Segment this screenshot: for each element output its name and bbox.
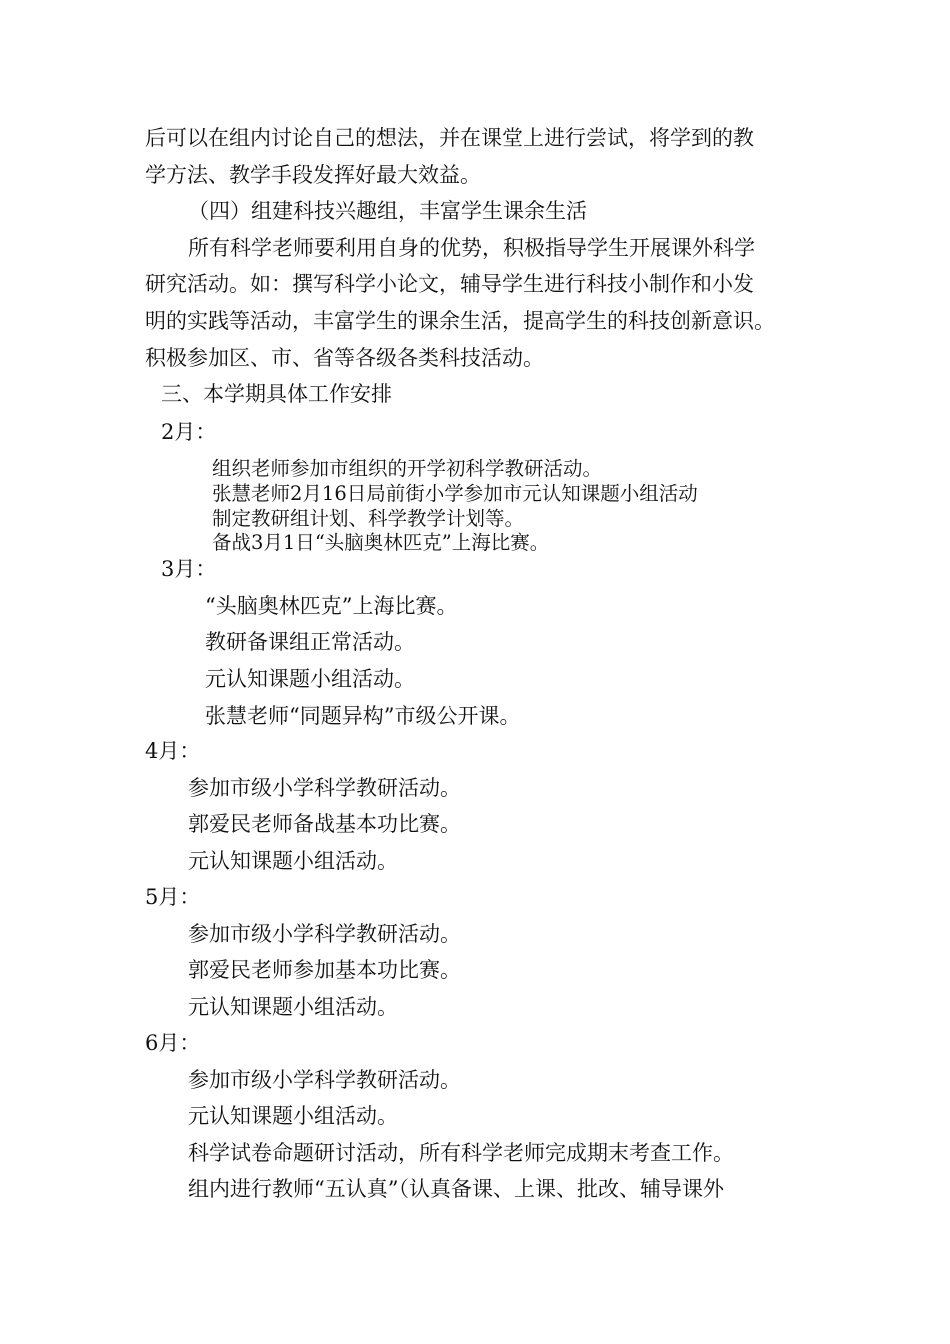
month-label-jun: 6月：	[145, 1031, 201, 1055]
mar-item-3: 元认知课题小组活动。	[205, 667, 415, 691]
month-label-apr: 4月：	[145, 739, 201, 763]
jun-item-4: 组内进行教师“五认真”（认真备课、上课、批改、辅导课外	[188, 1177, 724, 1201]
month-label-may: 5月：	[145, 885, 201, 909]
section-4-para-line-4: 积极参加区、市、省等各级各类科技活动。	[145, 346, 544, 370]
mar-item-1: “头脑奥林匹克”上海比赛。	[205, 594, 458, 618]
apr-item-1: 参加市级小学科学教研活动。	[188, 776, 461, 800]
jun-item-1: 参加市级小学科学教研活动。	[188, 1068, 461, 1092]
may-item-1: 参加市级小学科学教研活动。	[188, 922, 461, 946]
apr-item-2: 郭爱民老师备战基本功比赛。	[188, 812, 461, 836]
jun-item-3: 科学试卷命题研讨活动，所有科学老师完成期末考查工作。	[188, 1141, 734, 1165]
jun-item-2: 元认知课题小组活动。	[188, 1104, 398, 1128]
month-label-feb: 2月：	[161, 420, 217, 444]
may-item-3: 元认知课题小组活动。	[188, 995, 398, 1019]
mar-item-4: 张慧老师“同题异构”市级公开课。	[205, 704, 521, 728]
intro-line-1: 后可以在组内讨论自己的想法，并在课堂上进行尝试，将学到的教	[145, 126, 754, 150]
section-4-para-line-3: 明的实践等活动，丰富学生的课余生活，提高学生的科技创新意识。	[145, 309, 775, 333]
intro-line-2: 学方法、教学手段发挥好最大效益。	[145, 163, 481, 187]
section-4-para-line-1: 所有科学老师要利用自身的优势，积极指导学生开展课外科学	[188, 236, 755, 260]
mar-item-2: 教研备课组正常活动。	[205, 630, 415, 654]
may-item-2: 郭爱民老师参加基本功比赛。	[188, 958, 461, 982]
apr-item-3: 元认知课题小组活动。	[188, 849, 398, 873]
feb-item-3: 制定教研组计划、科学教学计划等。	[212, 507, 525, 530]
section-4-para-line-2: 研究活动。如：撰写科学小论文，辅导学生进行科技小制作和小发	[145, 272, 754, 296]
feb-item-4: 备战3月1日“头脑奥林匹克”上海比赛。	[212, 531, 550, 554]
section-3-heading: 三、本学期具体工作安排	[161, 382, 392, 406]
month-label-mar: 3月：	[161, 557, 217, 581]
section-4-heading: （四）组建科技兴趣组，丰富学生课余生活	[188, 199, 587, 223]
feb-item-2: 张慧老师2月16日局前街小学参加市元认知课题小组活动	[212, 482, 698, 505]
feb-item-1: 组织老师参加市组织的开学初科学教研活动。	[212, 457, 603, 480]
